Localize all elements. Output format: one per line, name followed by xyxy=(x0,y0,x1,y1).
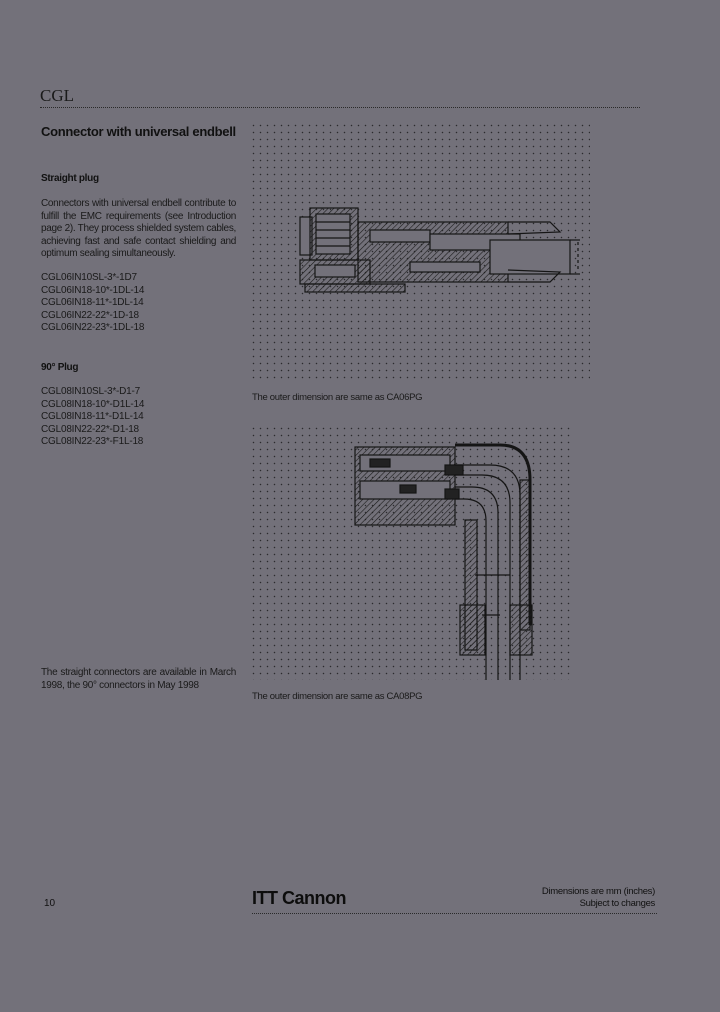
dimensions-note: Dimensions are mm (inches) xyxy=(541,886,655,897)
straight-plug-subtitle: Straight plug xyxy=(41,173,99,184)
straight-plug-description: Connectors with universal endbell contribute to fulfill the EMC requirements (see Introduction page 2). They process shielded system cables, achieving fast and safe contact shielding and optimum sealing simultaneously. xyxy=(41,198,236,259)
plug-90-drawing-icon xyxy=(250,425,570,680)
part-number: CGL08IN18-10*-D1L-14 xyxy=(41,398,145,410)
part-number: CGL06IN22-22*-1D-18 xyxy=(41,309,139,321)
straight-plug-part-list xyxy=(41,272,144,335)
header-rule xyxy=(40,107,640,108)
part-number: CGL08IN22-23*-F1L-18 xyxy=(41,436,144,447)
part-number: CGL06IN10SL-3*-1D7 xyxy=(41,272,137,283)
page-number: 10 xyxy=(44,898,56,909)
part-number: CGL08IN22-22*-D1-18 xyxy=(41,423,139,435)
part-number: CGL08IN18-11*-D1L-14 xyxy=(41,411,144,422)
straight-plug-caption: The outer dimension are same as CA06PG xyxy=(252,392,423,403)
series-title: CGL xyxy=(40,86,74,105)
changes-note: Subject to changes xyxy=(579,898,655,909)
plug-90-figure xyxy=(250,425,570,680)
part-number: CGL06IN18-10*-1DL-14 xyxy=(41,284,145,296)
footer-rule xyxy=(252,913,657,914)
plug-90-part-list xyxy=(41,386,144,449)
part-number: CGL08IN10SL-3*-D1-7 xyxy=(41,386,141,397)
part-number: CGL06IN18-11*-1DL-14 xyxy=(41,297,144,308)
plug-90-subtitle: 90° Plug xyxy=(41,362,79,373)
page-heading: Connector with universal endbell xyxy=(41,124,236,139)
availability-note: The straight connectors are available in March 1998, the 90° connectors in May 1998 xyxy=(41,667,236,691)
straight-plug-drawing-icon xyxy=(250,122,590,380)
straight-plug-figure xyxy=(250,122,590,380)
part-number: CGL06IN22-23*-1DL-18 xyxy=(41,322,145,333)
brand-logo: ITT Cannon xyxy=(252,888,346,908)
plug-90-caption: The outer dimension are same as CA08PG xyxy=(252,691,423,702)
